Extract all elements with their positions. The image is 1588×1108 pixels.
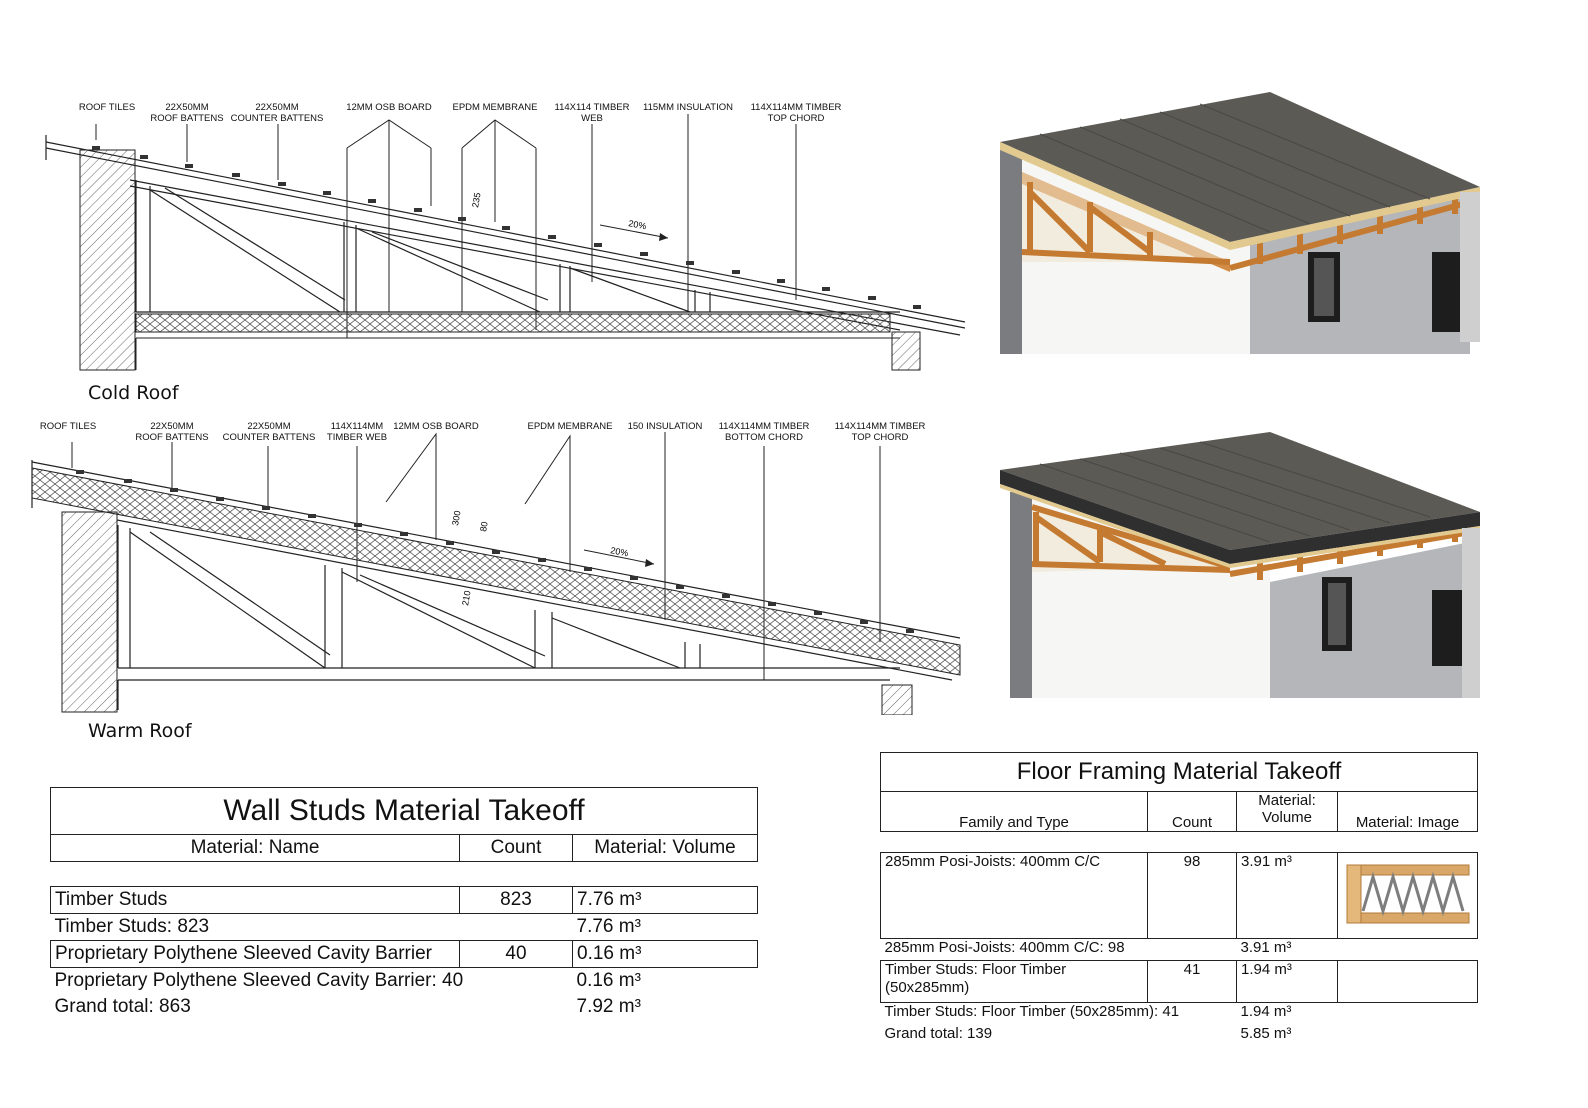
warm-label-insulation: 150 INSULATION	[627, 421, 703, 432]
wall-studs-row-name: Proprietary Polythene Sleeved Cavity Barrier: 40	[54, 970, 464, 991]
warm-left-wall	[62, 512, 117, 712]
wall-studs-row-volume: 7.76 m³	[573, 887, 758, 914]
cold-label-roof-tiles: ROOF TILES	[78, 102, 136, 113]
table-row	[51, 887, 758, 914]
floor-framing-row-name: Timber Studs: Floor Timber (50x285mm): 41	[884, 1003, 1180, 1020]
warm-dimension-300: 300	[450, 509, 463, 527]
floor-framing-header-count: Count	[1148, 792, 1237, 832]
cold-roof-drawing	[0, 0, 990, 380]
warm-label-roof-tiles: ROOF TILES	[39, 421, 97, 432]
wall-studs-grand-total: Grand total: 863	[54, 996, 191, 1017]
floor-framing-row-image	[1338, 853, 1478, 939]
wall-studs-row-volume: 0.16 m³	[576, 970, 641, 991]
floor-framing-row-volume: 3.91 m³	[1237, 853, 1338, 939]
cold-roof-caption: Cold Roof	[88, 382, 179, 404]
table-row	[51, 968, 758, 995]
wall-studs-row-name: Timber Studs: 823	[54, 916, 210, 937]
warm-label-timber-web: 114X114MM TIMBER WEB	[326, 421, 388, 443]
table-row	[881, 961, 1478, 1003]
warm-dimension-80: 80	[478, 520, 490, 533]
cold-label-top-chord: 114X114MM TIMBER TOP CHORD	[750, 102, 842, 124]
cold-left-wall	[80, 150, 135, 370]
table-row	[881, 1025, 1478, 1047]
wall-studs-row-count	[460, 914, 573, 941]
wall-studs-header-name: Material: Name	[51, 835, 460, 862]
floor-framing-row-volume: 3.91 m³	[1240, 939, 1292, 956]
wall-studs-row-name: Timber Studs	[51, 887, 460, 914]
table-row	[881, 1003, 1478, 1025]
wall-studs-row-volume: 7.76 m³	[576, 916, 641, 937]
floor-framing-header-volume: Material: Volume	[1237, 792, 1338, 832]
wall-studs-row-volume: 0.16 m³	[573, 941, 758, 968]
floor-framing-row-count: 98	[1148, 853, 1237, 939]
warm-label-epdm-membrane: EPDM MEMBRANE	[527, 421, 613, 432]
warm-label-roof-battens: 22X50MM ROOF BATTENS	[135, 421, 209, 443]
cold-dimension: 235	[470, 191, 483, 209]
floor-framing-title: Floor Framing Material Takeoff	[881, 753, 1478, 792]
table-row	[51, 914, 758, 941]
floor-framing-grand-volume: 5.85 m³	[1240, 1024, 1292, 1042]
warm-roof-caption: Warm Roof	[88, 720, 192, 742]
cold-label-timber-web: 114X114 TIMBER WEB	[554, 102, 630, 124]
floor-framing-header-family: Family and Type	[881, 792, 1148, 832]
cold-label-counter-battens: 22X50MM COUNTER BATTENS	[230, 102, 324, 124]
wall-studs-title: Wall Studs Material Takeoff	[51, 788, 758, 835]
warm-dimension-210: 210	[460, 589, 473, 607]
wall-studs-row-count: 40	[460, 941, 573, 968]
floor-framing-row-volume: 1.94 m³	[1240, 1003, 1292, 1020]
wall-studs-takeoff	[50, 787, 758, 1020]
warm-label-top-chord: 114X114MM TIMBER TOP CHORD	[834, 421, 926, 443]
floor-framing-row-name: 285mm Posi-Joists: 400mm C/C	[881, 853, 1148, 939]
cold-label-epdm-membrane: EPDM MEMBRANE	[452, 102, 538, 113]
cold-label-osb-board: 12MM OSB BOARD	[346, 102, 432, 113]
cold-insulation	[136, 314, 890, 332]
warm-roof-render	[1000, 432, 1482, 698]
warm-label-osb-board: 12MM OSB BOARD	[393, 421, 479, 432]
warm-right-wall	[882, 685, 912, 715]
table-row	[51, 994, 758, 1020]
wall-studs-header-volume: Material: Volume	[573, 835, 758, 862]
table-row	[881, 853, 1478, 939]
cold-roof-render	[1000, 92, 1482, 354]
wall-studs-row-count: 823	[460, 887, 573, 914]
table-row	[881, 939, 1478, 961]
floor-framing-row-name: Timber Studs: Floor Timber (50x285mm)	[881, 961, 1148, 1003]
cold-label-roof-battens: 22X50MM ROOF BATTENS	[150, 102, 224, 124]
floor-framing-row-volume: 1.94 m³	[1237, 961, 1338, 1003]
wall-studs-header-count: Count	[460, 835, 573, 862]
table-row	[51, 941, 758, 968]
wall-studs-row-name: Proprietary Polythene Sleeved Cavity Barrier	[51, 941, 460, 968]
floor-framing-row-count: 41	[1148, 961, 1237, 1003]
wall-studs-row-count	[460, 994, 573, 1020]
floor-framing-takeoff	[880, 752, 1478, 1047]
floor-framing-grand-total: Grand total: 139	[884, 1024, 993, 1042]
warm-pitch: 20%	[609, 545, 630, 559]
floor-framing-row-count	[1148, 1025, 1237, 1047]
wall-studs-grand-volume: 7.92 m³	[576, 996, 641, 1017]
cold-pitch: 20%	[627, 218, 648, 232]
warm-label-counter-battens: 22X50MM COUNTER BATTENS	[222, 421, 316, 443]
floor-framing-row-name: 285mm Posi-Joists: 400mm C/C: 98	[884, 939, 1125, 956]
warm-insulation	[32, 468, 960, 675]
floor-framing-header-image: Material: Image	[1338, 792, 1478, 832]
posi-joist-image	[1343, 861, 1473, 927]
warm-roof-drawing	[0, 380, 990, 715]
warm-label-bottom-chord: 114X114MM TIMBER BOTTOM CHORD	[718, 421, 810, 443]
cold-label-insulation: 115MM INSULATION	[643, 102, 733, 113]
